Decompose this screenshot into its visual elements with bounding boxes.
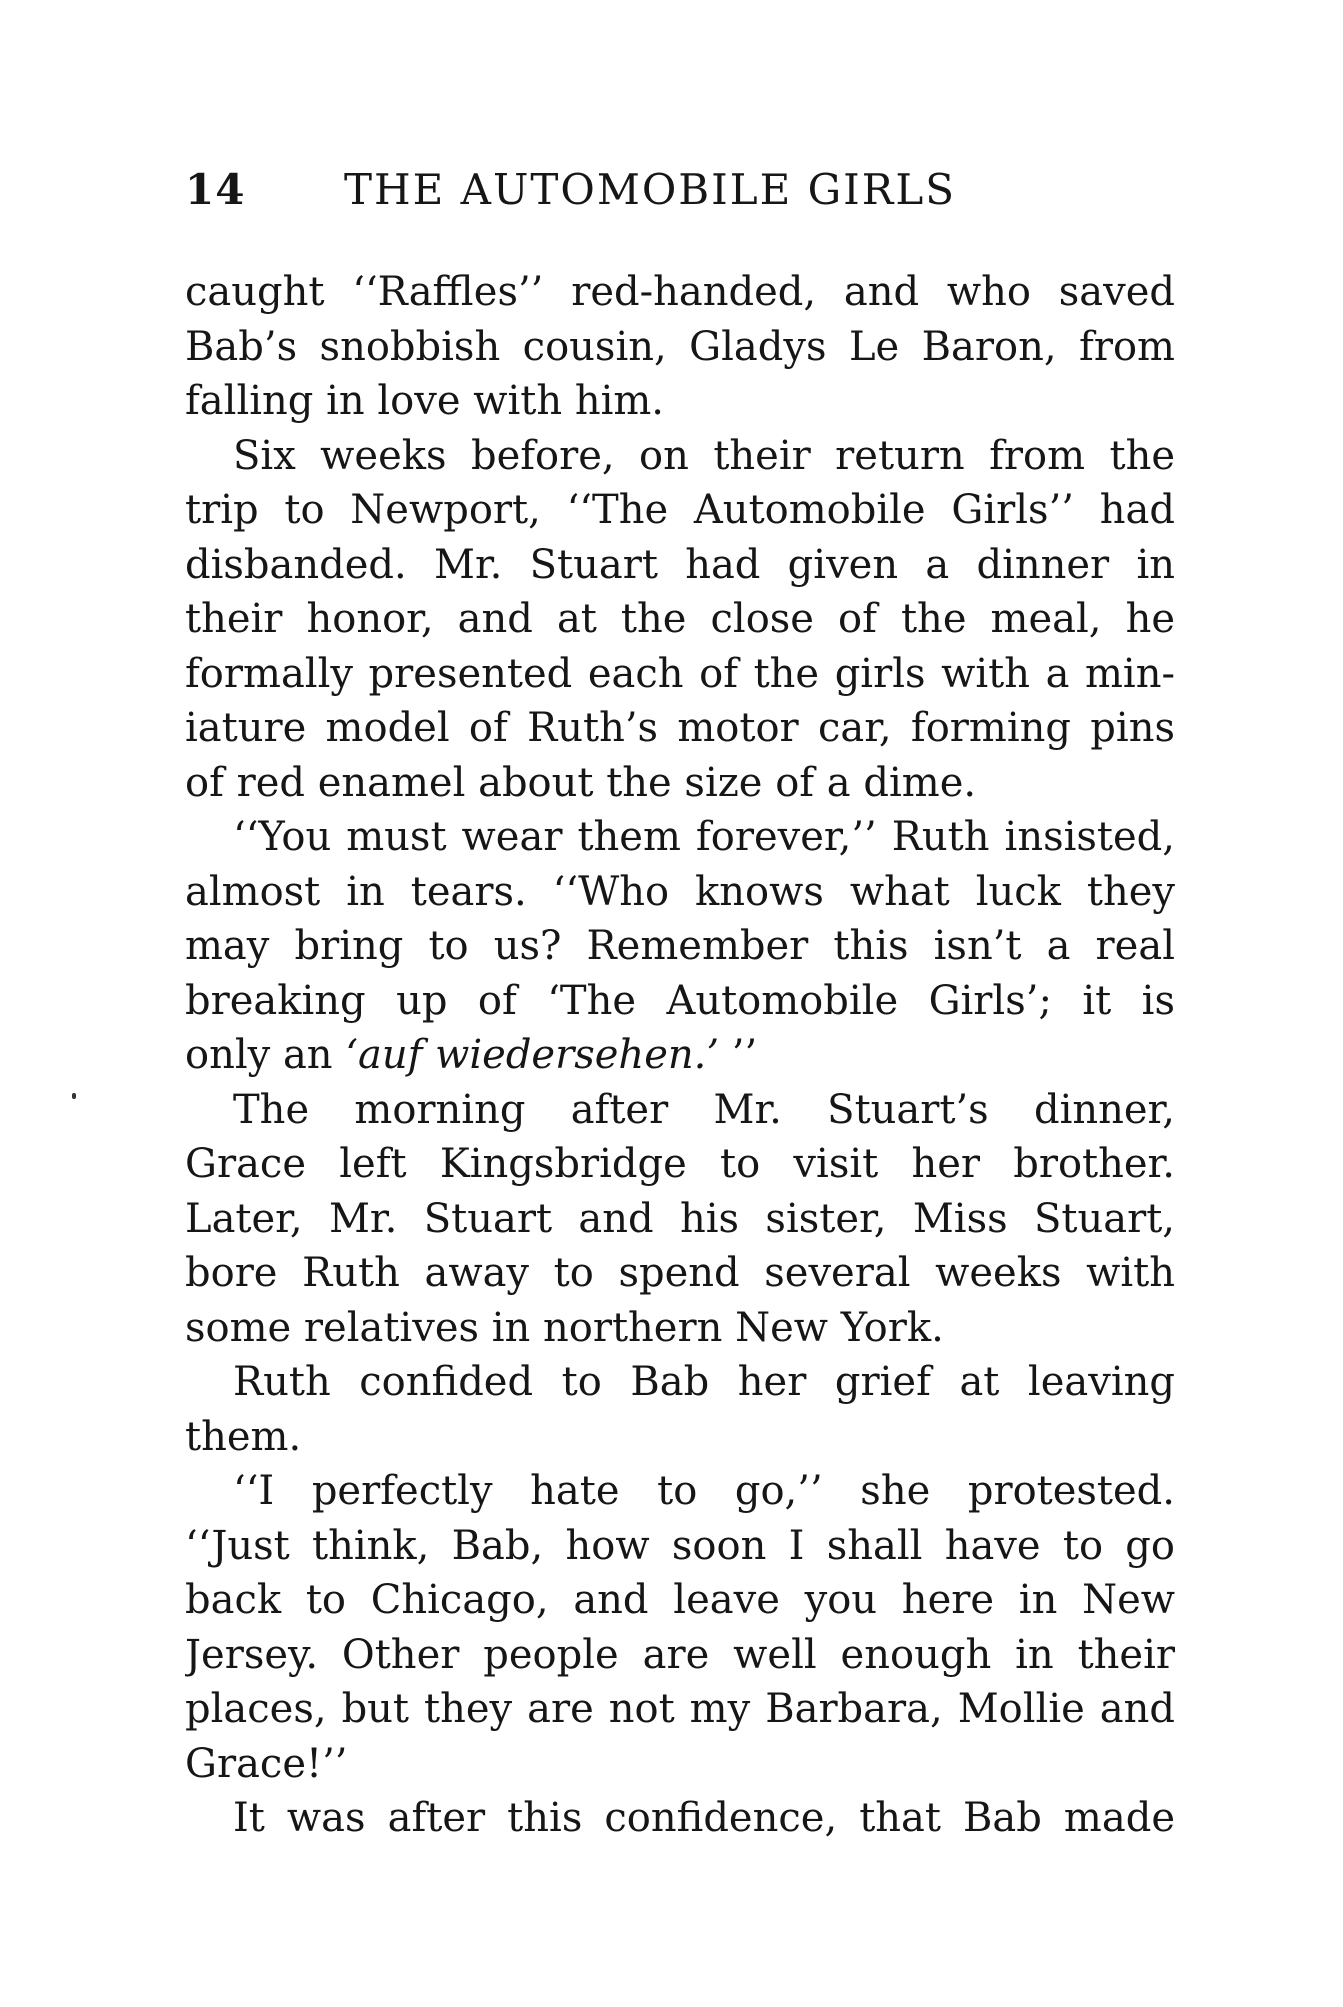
text-line: breaking up of ‘The Automobile Girls’; it is xyxy=(185,977,1175,1024)
text-line: ‘‘I perfectly hate to go,’’ she protested. xyxy=(233,1468,1175,1514)
text-line: Grace!’’ xyxy=(185,1740,348,1787)
text-line: ‘‘You must wear them forever,’’ Ruth insisted, xyxy=(233,814,1175,860)
ink-speck xyxy=(72,1093,76,1099)
text-line-start: only an xyxy=(185,1032,346,1078)
running-head xyxy=(185,160,1175,220)
text-line: caught ‘‘Raffles’’ red-handed, and who saved xyxy=(185,269,1175,315)
text-line: It was after this confidence, that Bab made xyxy=(233,1795,1175,1841)
text-line: bore Ruth away to spend several weeks with xyxy=(185,1250,1175,1296)
body-text xyxy=(185,265,1175,1846)
text-line: Ruth confided to Bab her grief at leaving xyxy=(233,1359,1175,1405)
text-line: some relatives in northern New York. xyxy=(185,1304,944,1351)
text-line: formally presented each of the girls with a min- xyxy=(185,650,1175,697)
text-line: places, but they are not my Barbara, Mollie and xyxy=(185,1686,1175,1732)
text-line: may bring to us? Remember this isn’t a real xyxy=(185,923,1175,969)
text-line: back to Chicago, and leave you here in New xyxy=(185,1577,1175,1623)
text-line: Bab’s snobbish cousin, Gladys Le Baron, from xyxy=(185,323,1175,370)
text-line: their honor, and at the close of the meal, he xyxy=(185,596,1175,642)
text-line: falling in love with him. xyxy=(185,378,665,424)
text-line: Grace left Kingsbridge to visit her brother. xyxy=(185,1141,1175,1187)
text-line: The morning after Mr. Stuart’s dinner, xyxy=(233,1086,1175,1133)
italic-phrase: ‘auf wiedersehen.’ xyxy=(345,1032,720,1078)
text-line: disbanded. Mr. Stuart had given a dinner in xyxy=(185,541,1175,588)
text-line: ‘‘Just think, Bab, how soon I shall have to go xyxy=(185,1522,1175,1569)
text-line: Six weeks before, on their return from the xyxy=(233,432,1175,479)
text-line: Jersey. Other people are well enough in their xyxy=(185,1631,1175,1678)
text-line: trip to Newport, ‘‘The Automobile Girls’’ had xyxy=(185,487,1175,533)
book-title: THE AUTOMOBILE GIRLS xyxy=(344,165,957,214)
text-line: of red enamel about the size of a dime. xyxy=(185,759,977,806)
text-line: Later, Mr. Stuart and his sister, Miss Stuart, xyxy=(185,1195,1175,1242)
text-line: almost in tears. ‘‘Who knows what luck they xyxy=(185,868,1175,915)
text-line: them. xyxy=(185,1413,302,1460)
text-line: iature model of Ruth’s motor car, forming pins xyxy=(185,705,1175,751)
page-number: 14 xyxy=(185,165,246,214)
text-line xyxy=(185,1028,1175,1083)
text-line-end: ’’ xyxy=(719,1032,758,1078)
